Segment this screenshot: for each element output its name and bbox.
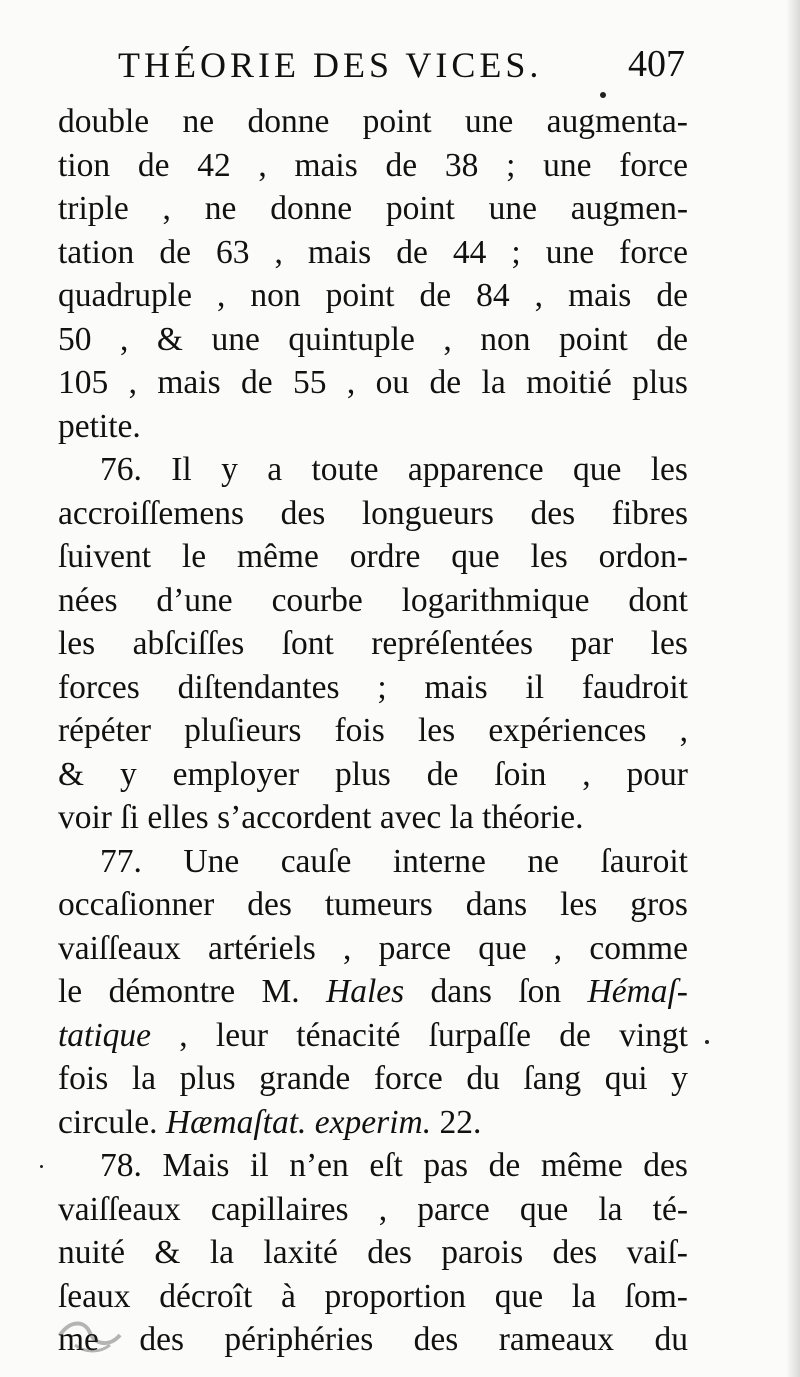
text-line: ſuivent le même ordre que les ordon- xyxy=(58,538,688,575)
text-line: 50 , & une quintuple , non point de xyxy=(58,320,688,358)
text-line: le démontre M. Hales dans ſon Hémaſ- xyxy=(58,973,688,1010)
text-line: tatique , leur ténacité ſurpaſſe de vingt xyxy=(58,1016,688,1054)
text-line: occaſionner des tumeurs dans les gros xyxy=(58,886,688,923)
ink-speck xyxy=(600,92,606,98)
page-number: 407 xyxy=(628,43,685,85)
text-line: 77. Une cauſe interne ne ſauroit xyxy=(100,842,688,880)
text-line: accroiſſemens des longueurs des fibres xyxy=(58,494,688,532)
text-line: vaiſſeaux artériels , parce que , comme xyxy=(58,929,688,967)
body-text xyxy=(58,100,688,1362)
text-line: voir ſi elles s’accordent avec la théorie. xyxy=(58,799,584,836)
text-line: petite. xyxy=(58,407,141,445)
text-line: 76. Il y a toute apparence que les xyxy=(100,451,688,488)
text-line: circule. Hæmaſtat. experim. 22. xyxy=(58,1103,482,1141)
text-line: les abſciſſes ſont repréſentées par les xyxy=(58,625,688,662)
text-line: 78. Mais il n’en eſt pas de même des xyxy=(100,1147,688,1184)
page-smudge xyxy=(55,1315,125,1355)
text-line: nées d’une courbe logarithmique dont xyxy=(58,581,688,619)
text-line: vaiſſeaux capillaires , parce que la té- xyxy=(58,1190,688,1228)
text-line: fois la plus grande force du ſang qui y xyxy=(58,1060,688,1097)
text-line: 105 , mais de 55 , ou de la moitié plus xyxy=(58,364,688,401)
text-line: nuité & la laxité des parois des vaiſ- xyxy=(58,1234,688,1271)
text-line: forces diſtendantes ; mais il faudroit xyxy=(58,668,688,706)
ink-speck xyxy=(705,1040,709,1044)
ink-speck xyxy=(40,1165,43,1168)
text-line: double ne donne point une augmenta- xyxy=(58,103,688,140)
page-edge-shadow xyxy=(786,0,800,1377)
text-line: quadruple , non point de 84 , mais de xyxy=(58,277,688,314)
page-header xyxy=(110,40,685,96)
text-line: ſeaux décroît à proportion que la ſom- xyxy=(58,1277,688,1315)
text-line: tation de 63 , mais de 44 ; une force xyxy=(58,233,688,271)
text-line: répéter pluſieurs fois les expériences , xyxy=(58,712,688,749)
running-title: THÉORIE DES VICES. xyxy=(118,45,543,85)
text-line: me des périphéries des rameaux du xyxy=(58,1321,688,1358)
text-line: tion de 42 , mais de 38 ; une force xyxy=(58,146,688,184)
text-line: & y employer plus de ſoin , pour xyxy=(58,755,688,793)
text-line: triple , ne donne point une augmen- xyxy=(58,190,688,227)
